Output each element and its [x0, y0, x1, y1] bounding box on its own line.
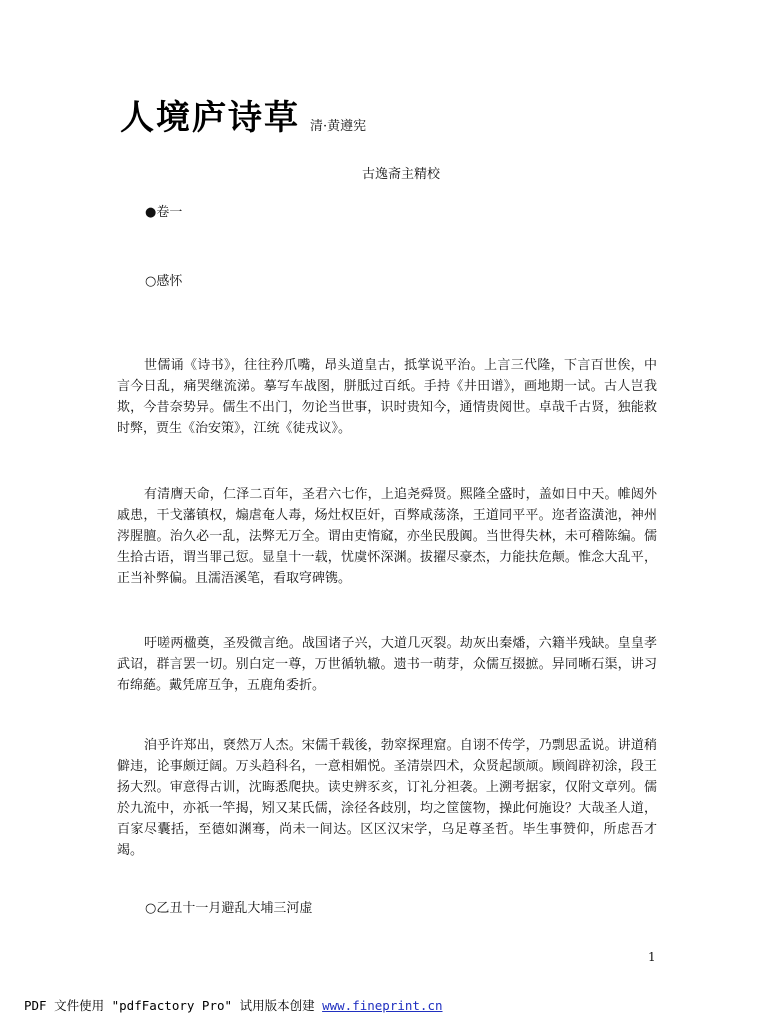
pdf-footer [24, 996, 443, 1014]
footer-text: PDF 文件使用 "pdfFactory Pro" 试用版本创建 [24, 998, 323, 1013]
paragraph: 吁嗟两楹奠，圣殁微言绝。战国诸子兴，大道几灭裂。劫灰出秦燔，六籍半残缺。皇皇孝武诏，群言罢一切。别白定一尊，万世循轨辙。遗书一萌芽，众儒互掇摭。异同晰石渠，讲习布绵蕝。戴凭席互争，五鹿角委折。 [117, 636, 657, 693]
volume-heading: ●卷一 [145, 205, 183, 220]
paragraph: 洎乎许郑出，褎然万人杰。宋儒千载後，勃窣探理窟。自诩不传学，乃剽思孟说。讲道稍僻违，论事颇迂阔。万头趋科名，一意相媚悦。圣清崇四术，众贤起颉颃。顾阎辟初涂，段王扬大烈。审意得古训，沈晦悉爬抉。读史辨豕亥，订礼分袒袭。上溯考据家，仅附文章列。儒於九流中，亦祇一竿揭，矧又某氏儒，涂径各歧別，均之筐箧物，操此何施设？大哉圣人道，百家尽囊括，至德如渊骞，尚未一间达。区区汉宋学，乌足尊圣哲。毕生事赞仰，所虑吾才竭。 [117, 738, 657, 858]
collator-label: 古逸斋主精校 [362, 167, 441, 182]
title-row [120, 98, 366, 138]
poem-heading: ○感怀 [145, 274, 183, 289]
author-label: 清·黄遵宪 [310, 119, 367, 134]
book-title: 人境庐诗草 [120, 98, 300, 138]
paragraph: 世儒诵《诗书》，往往矜爪嘴，昂头道皇古，抵掌说平治。上言三代隆，下言百世俟，中言今日乱，痛哭继流涕。摹写车战图，胼胝过百纸。手持《井田谱》，画地期一试。古人岂我欺，今昔奈势异。儒生不出门，勿论当世事，识时贵知今，通情贵阅世。卓哉千古贤，独能救时弊，贾生《治安策》，江统《徒戎议》。 [117, 358, 657, 436]
footer-link[interactable]: www.fineprint.cn [322, 998, 443, 1013]
page-number: 1 [648, 950, 656, 964]
poem-heading: ○乙丑十一月避乱大埔三河虚 [145, 901, 313, 916]
paragraph: 有清膺天命，仁泽二百年，圣君六七作，上追尧舜贤。熙隆全盛时，盖如日中天。帷闼外戚患，干戈藩镇权，煽虐奄人毒，炀灶权臣奸，百弊咸荡涤，王道同平平。迩者盗潢池，神州涔腥膻。治久必一乱，法弊无万全。谓由吏惰窳，亦坐民殷阗。当世得失林，未可稽陈编。儒生拾古语，谓当罪己愆。显皇十一载，忧虞怀深渊。拔擢尽豪杰，力能扶危颠。惟念大乱平，正当补弊偏。且濡浯溪笔，看取穹碑镌。 [117, 487, 657, 586]
